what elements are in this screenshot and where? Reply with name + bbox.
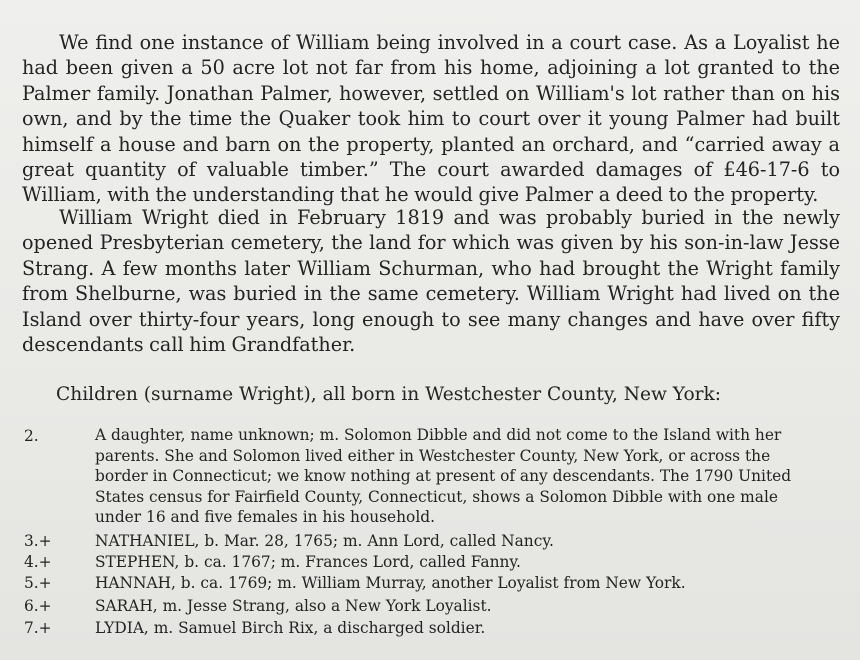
child-description: NATHANIEL, b. Mar. 28, 1765; m. Ann Lord, called Nancy.: [95, 532, 554, 550]
child-number: 5.+: [24, 574, 52, 592]
child-number: 4.+: [24, 553, 52, 571]
child-description: SARAH, m. Jesse Strang, also a New York Loyalist.: [95, 597, 492, 615]
child-description: A daughter, name unknown; m. Solomon Dibble and did not come to the Island with her parents. She and Solomon lived either in Westchester County, New York, or across the border in Connecticut; we know nothing at present of any descendants. The 1790 United States census for Fairfield County, Connecticut, shows a Solomon Dibble with one male under 16 and five females in his household.: [95, 426, 792, 526]
child-description: STEPHEN, b. ca. 1767; m. Frances Lord, called Fanny.: [95, 553, 521, 571]
child-number: 3.+: [24, 532, 52, 550]
child-number: 6.+: [24, 597, 52, 615]
body-paragraph-court-case: We find one instance of William being involved in a court case. As a Loyalist he had been given a 50 acre lot not far from his home, adjoining a lot granted to the Palmer family. Jonathan Palmer, however, settled on William's lot rather than on his own, and by the time the Quaker took him to court over it young Palmer had built himself a house and barn on the property, planted an orchard, and “carried away a great quantity of valuable timber.” The court awarded damages of £46-17-6 to William, with the understanding that he would give Palmer a deed to the property.: [22, 31, 840, 207]
body-paragraph-death: William Wright died in February 1819 and was probably buried in the newly opened Presbyterian cemetery, the land for which was given by his son-in-law Jesse Strang. A few months later William Schurman, who had brought the Wright family from Shelburne, was buried in the same cemetery. William Wright had lived on the Island over thirty-four years, long enough to see many changes and have over fifty descendants call him Grandfather.: [22, 206, 840, 357]
child-number: 2.: [24, 427, 39, 445]
child-number: 7.+: [24, 619, 52, 637]
child-description: HANNAH, b. ca. 1769; m. William Murray, another Loyalist from New York.: [95, 574, 686, 592]
child-description: LYDIA, m. Samuel Birch Rix, a discharged soldier.: [95, 619, 486, 637]
children-heading: Children (surname Wright), all born in Westchester County, New York:: [56, 384, 722, 405]
